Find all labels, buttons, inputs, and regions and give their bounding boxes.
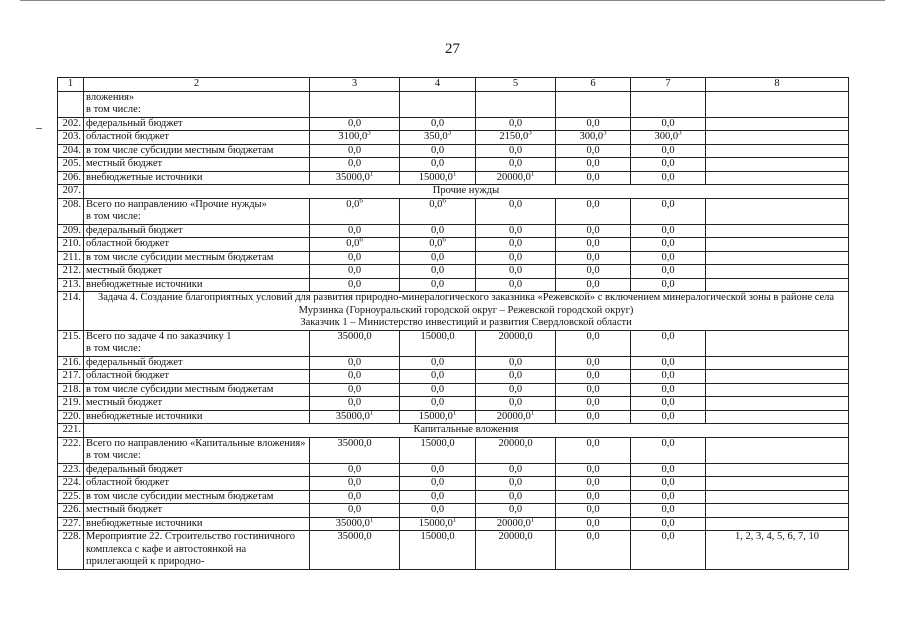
value-cell: 0,0	[556, 224, 631, 238]
value-cell: 0,0	[310, 477, 400, 491]
value-cell: 0,0	[310, 251, 400, 265]
value-cell: 300,0$^3$	[556, 131, 631, 145]
target-indicators	[706, 504, 849, 518]
page-number: 27	[445, 41, 460, 57]
target-indicators	[706, 370, 849, 384]
table-row	[58, 131, 849, 145]
row-name: внебюджетные источники	[84, 517, 310, 531]
value-cell	[556, 91, 631, 117]
value-cell: 35000,0$^1$	[310, 410, 400, 424]
value-cell: 0,0	[556, 265, 631, 279]
value-cell: 0,0	[476, 224, 556, 238]
value-cell: 0,0	[556, 117, 631, 131]
value-cell: 0,0	[476, 356, 556, 370]
value-cell: 0,0	[631, 265, 706, 279]
target-indicators	[706, 171, 849, 185]
value-cell: 0,0	[400, 278, 476, 292]
row-name: в том числе субсидии местным бюджетам	[84, 144, 310, 158]
value-cell: 0,0	[556, 383, 631, 397]
value-cell: 0,0	[631, 504, 706, 518]
row-number: 204.	[58, 144, 84, 158]
value-cell: 0,0	[476, 370, 556, 384]
row-name: вложения» в том числе:	[84, 91, 310, 117]
table-row	[58, 504, 849, 518]
value-cell: 15000,0	[400, 531, 476, 570]
value-cell: 0,0	[556, 410, 631, 424]
target-indicators	[706, 158, 849, 172]
value-cell: 3100,0$^3$	[310, 131, 400, 145]
value-cell: 0,0	[400, 251, 476, 265]
section-row	[58, 185, 849, 199]
row-number: 205.	[58, 158, 84, 172]
value-cell: 0,0	[556, 158, 631, 172]
value-cell: 0,0	[556, 397, 631, 411]
value-cell: 0,0	[476, 477, 556, 491]
row-name: федеральный бюджет	[84, 463, 310, 477]
row-number: 221.	[58, 424, 84, 438]
value-cell: 0,0	[631, 278, 706, 292]
value-cell: 0,0	[631, 330, 706, 356]
value-cell	[400, 91, 476, 117]
value-cell: 0,0	[310, 278, 400, 292]
target-indicators	[706, 410, 849, 424]
value-cell	[310, 91, 400, 117]
value-cell: 0,0	[631, 437, 706, 463]
value-cell: 0,0	[310, 158, 400, 172]
value-cell: 0,0	[400, 397, 476, 411]
row-number: 208.	[58, 198, 84, 224]
value-cell: 0,0	[400, 265, 476, 279]
table-row	[58, 330, 849, 356]
value-cell: 0,0	[476, 158, 556, 172]
value-cell: 0,0	[400, 490, 476, 504]
value-cell: 0,0	[556, 463, 631, 477]
value-cell: 0,0	[400, 117, 476, 131]
value-cell: 0,0	[400, 370, 476, 384]
value-cell: 0,0	[631, 224, 706, 238]
section-title: Капитальные вложения	[84, 424, 849, 438]
value-cell: 0,0	[476, 490, 556, 504]
value-cell: 0,0	[631, 171, 706, 185]
value-cell: 0,0	[310, 370, 400, 384]
value-cell: 0,0	[556, 490, 631, 504]
row-name: Всего по направлению «Прочие нужды» в том числе:	[84, 198, 310, 224]
value-cell	[476, 91, 556, 117]
value-cell: 0,0	[310, 383, 400, 397]
target-indicators	[706, 330, 849, 356]
value-cell: 15000,0	[400, 437, 476, 463]
table-row	[58, 117, 849, 131]
value-cell: 0,0	[631, 517, 706, 531]
target-indicators	[706, 91, 849, 117]
row-name: в том числе субсидии местным бюджетам	[84, 490, 310, 504]
table-row	[58, 410, 849, 424]
row-number: 214.	[58, 292, 84, 331]
row-number: 212.	[58, 265, 84, 279]
task-row	[58, 292, 849, 331]
row-name: в том числе субсидии местным бюджетам	[84, 251, 310, 265]
value-cell: 35000,0	[310, 531, 400, 570]
value-cell: 20000,0	[476, 531, 556, 570]
target-indicators	[706, 144, 849, 158]
value-cell: 15000,0$^1$	[400, 410, 476, 424]
value-cell: 0,0	[476, 198, 556, 224]
value-cell: 20000,0	[476, 437, 556, 463]
row-name: Мероприятие 22. Строительство гостиничного комплекса с кафе и автостоянкой на прилегающей к природно-	[84, 531, 310, 570]
section-row	[58, 424, 849, 438]
value-cell: 0,0	[556, 238, 631, 252]
value-cell: 0,0	[556, 171, 631, 185]
value-cell: 0,0	[631, 463, 706, 477]
row-name: местный бюджет	[84, 265, 310, 279]
continuation-row	[58, 91, 849, 117]
row-name: областной бюджет	[84, 238, 310, 252]
row-number: 227.	[58, 517, 84, 531]
value-cell: 15000,0$^1$	[400, 517, 476, 531]
value-cell: 0,0	[310, 117, 400, 131]
value-cell: 0,0	[631, 117, 706, 131]
header-cell-4: 4	[400, 78, 476, 92]
target-indicators: 1, 2, 3, 4, 5, 6, 7, 10	[706, 531, 849, 570]
target-indicators	[706, 477, 849, 491]
table-row	[58, 224, 849, 238]
table-row	[58, 144, 849, 158]
scan-top-edge	[20, 0, 885, 3]
table-row	[58, 198, 849, 224]
value-cell: 0,0	[476, 383, 556, 397]
header-cell-3: 3	[310, 78, 400, 92]
row-number: 223.	[58, 463, 84, 477]
value-cell: 0,0	[400, 356, 476, 370]
table-row	[58, 171, 849, 185]
target-indicators	[706, 265, 849, 279]
row-number: 226.	[58, 504, 84, 518]
target-indicators	[706, 490, 849, 504]
row-number: 222.	[58, 437, 84, 463]
value-cell: 0,0	[556, 504, 631, 518]
target-indicators	[706, 437, 849, 463]
value-cell: 0,0	[631, 370, 706, 384]
budget-table	[57, 77, 849, 570]
target-indicators	[706, 383, 849, 397]
target-indicators	[706, 251, 849, 265]
value-cell: 0,0	[310, 504, 400, 518]
value-cell: 0,0	[400, 383, 476, 397]
value-cell: 0,0	[476, 397, 556, 411]
value-cell: 0,0	[400, 504, 476, 518]
row-name: местный бюджет	[84, 158, 310, 172]
value-cell: 0,0	[400, 144, 476, 158]
value-cell: 0,0	[631, 397, 706, 411]
value-cell: 0,0	[476, 278, 556, 292]
value-cell: 300,0$^3$	[631, 131, 706, 145]
row-name: в том числе субсидии местным бюджетам	[84, 383, 310, 397]
header-row	[58, 78, 849, 92]
table-row	[58, 463, 849, 477]
value-cell: 0,0	[556, 370, 631, 384]
value-cell: 0,0	[556, 517, 631, 531]
target-indicators	[706, 131, 849, 145]
task-title: Задача 4. Создание благоприятных условий для развития природно-минералогического заказника «Режевской» с включением минералогической зоны в районе села Мурзинка (Горноуральский городской округ – Режевской городской округ) Заказчик 1 – Министерство инвестиций и развития Свердловской области	[84, 292, 849, 331]
value-cell: 0,0	[400, 224, 476, 238]
value-cell: 20000,0$^1$	[476, 171, 556, 185]
header-cell-8: 8	[706, 78, 849, 92]
row-number: 211.	[58, 251, 84, 265]
value-cell: 0,0	[310, 356, 400, 370]
value-cell: $0,0^6$	[310, 198, 400, 224]
row-number	[58, 91, 84, 117]
row-name: областной бюджет	[84, 370, 310, 384]
value-cell: 0,0	[631, 144, 706, 158]
table-row	[58, 356, 849, 370]
row-name: федеральный бюджет	[84, 117, 310, 131]
table-row	[58, 370, 849, 384]
row-number: 203.	[58, 131, 84, 145]
value-cell: 0,0	[556, 251, 631, 265]
row-name: внебюджетные источники	[84, 278, 310, 292]
value-cell: 0,0	[631, 410, 706, 424]
value-cell: 35000,0$^1$	[310, 517, 400, 531]
row-name: областной бюджет	[84, 477, 310, 491]
row-number: 216.	[58, 356, 84, 370]
value-cell: 35000,0	[310, 437, 400, 463]
value-cell: 15000,0$^1$	[400, 171, 476, 185]
target-indicators	[706, 117, 849, 131]
table-row	[58, 238, 849, 252]
target-indicators	[706, 463, 849, 477]
value-cell: 0,0	[400, 158, 476, 172]
row-number: 206.	[58, 171, 84, 185]
row-name: федеральный бюджет	[84, 224, 310, 238]
header-cell-7: 7	[631, 78, 706, 92]
table-row	[58, 383, 849, 397]
value-cell: 0,0	[310, 397, 400, 411]
value-cell: 0,0	[310, 224, 400, 238]
header-cell-5: 5	[476, 78, 556, 92]
table-row	[58, 251, 849, 265]
row-name: областной бюджет	[84, 131, 310, 145]
table-row	[58, 265, 849, 279]
value-cell: 20000,0$^1$	[476, 517, 556, 531]
scan-margin-mark	[36, 128, 42, 129]
row-number: 225.	[58, 490, 84, 504]
row-number: 220.	[58, 410, 84, 424]
value-cell: 0,0	[310, 490, 400, 504]
value-cell: $0,0^6$	[310, 238, 400, 252]
value-cell: 350,0$^3$	[400, 131, 476, 145]
value-cell	[631, 91, 706, 117]
table-row	[58, 531, 849, 570]
value-cell: 0,0	[476, 251, 556, 265]
table-row	[58, 397, 849, 411]
value-cell: 0,0	[556, 531, 631, 570]
target-indicators	[706, 517, 849, 531]
header-cell-6: 6	[556, 78, 631, 92]
value-cell: 0,0	[476, 265, 556, 279]
value-cell: 0,0	[631, 531, 706, 570]
header-cell-2: 2	[84, 78, 310, 92]
target-indicators	[706, 356, 849, 370]
row-name: внебюджетные источники	[84, 410, 310, 424]
value-cell: 35000,0	[310, 330, 400, 356]
value-cell: 0,0	[631, 490, 706, 504]
value-cell: 0,0	[631, 251, 706, 265]
row-number: 218.	[58, 383, 84, 397]
table-row	[58, 490, 849, 504]
target-indicators	[706, 198, 849, 224]
value-cell: 20000,0$^1$	[476, 410, 556, 424]
header-cell-1: 1	[58, 78, 84, 92]
value-cell: 0,0	[476, 463, 556, 477]
value-cell: 0,0	[310, 144, 400, 158]
value-cell: 0,0	[556, 198, 631, 224]
row-name: Всего по направлению «Капитальные вложения» в том числе:	[84, 437, 310, 463]
target-indicators	[706, 397, 849, 411]
target-indicators	[706, 278, 849, 292]
row-number: 210.	[58, 238, 84, 252]
value-cell: 0,0	[476, 117, 556, 131]
table-row	[58, 278, 849, 292]
value-cell: 0,0	[310, 463, 400, 477]
value-cell: 0,0	[631, 238, 706, 252]
value-cell: 0,0	[556, 437, 631, 463]
value-cell: $0,0^6$	[400, 198, 476, 224]
section-title: Прочие нужды	[84, 185, 849, 199]
row-number: 219.	[58, 397, 84, 411]
value-cell: 2150,0$^3$	[476, 131, 556, 145]
row-name: внебюджетные источники	[84, 171, 310, 185]
value-cell: 0,0	[556, 144, 631, 158]
row-name: местный бюджет	[84, 397, 310, 411]
value-cell: 0,0	[476, 144, 556, 158]
target-indicators	[706, 224, 849, 238]
row-number: 213.	[58, 278, 84, 292]
row-number: 224.	[58, 477, 84, 491]
row-number: 217.	[58, 370, 84, 384]
row-number: 207.	[58, 185, 84, 199]
table-row	[58, 437, 849, 463]
row-number: 209.	[58, 224, 84, 238]
value-cell: 0,0	[631, 356, 706, 370]
value-cell: 0,0	[556, 330, 631, 356]
target-indicators	[706, 238, 849, 252]
table-row	[58, 517, 849, 531]
value-cell: 0,0	[631, 383, 706, 397]
value-cell: $0,0^6$	[400, 238, 476, 252]
value-cell: 0,0	[476, 238, 556, 252]
value-cell: 0,0	[631, 198, 706, 224]
value-cell: 0,0	[400, 477, 476, 491]
value-cell: 0,0	[556, 477, 631, 491]
table-row	[58, 477, 849, 491]
value-cell: 0,0	[476, 504, 556, 518]
value-cell: 0,0	[310, 265, 400, 279]
row-name: местный бюджет	[84, 504, 310, 518]
value-cell: 0,0	[631, 158, 706, 172]
row-number: 202.	[58, 117, 84, 131]
row-number: 228.	[58, 531, 84, 570]
value-cell: 0,0	[556, 356, 631, 370]
row-name: федеральный бюджет	[84, 356, 310, 370]
value-cell: 35000,0$^1$	[310, 171, 400, 185]
value-cell: 15000,0	[400, 330, 476, 356]
value-cell: 20000,0	[476, 330, 556, 356]
value-cell: 0,0	[631, 477, 706, 491]
row-name: Всего по задаче 4 по заказчику 1 в том числе:	[84, 330, 310, 356]
row-number: 215.	[58, 330, 84, 356]
value-cell: 0,0	[556, 278, 631, 292]
value-cell: 0,0	[400, 463, 476, 477]
table-row	[58, 158, 849, 172]
